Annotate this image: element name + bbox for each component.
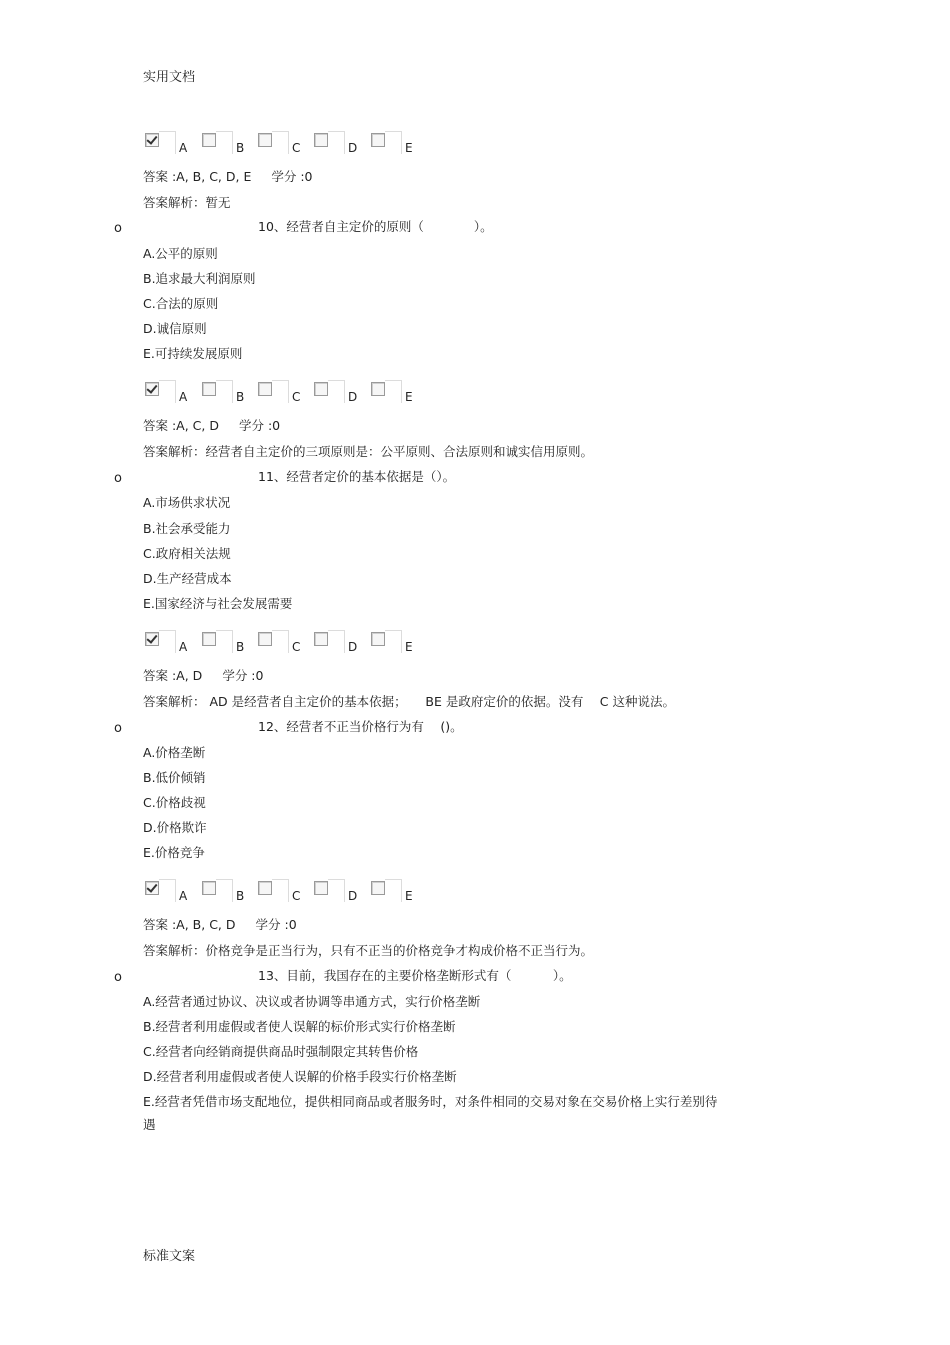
checkbox-checked-icon[interactable] [145, 133, 159, 147]
question-text: 12、经营者不正当价格行为有 ()。 [258, 719, 463, 734]
checkbox-option-b[interactable] [202, 630, 260, 654]
checkbox-option-e[interactable] [371, 380, 429, 404]
checkbox-option-d[interactable] [314, 630, 372, 654]
option-a: A.市场供求状况 [143, 495, 231, 510]
option-e: E.国家经济与社会发展需要 [143, 596, 293, 611]
option-a: A.公平的原则 [143, 246, 218, 261]
checkbox-label: A [179, 889, 188, 903]
option-b: B.社会承受能力 [143, 521, 231, 536]
option-c: C.价格歧视 [143, 795, 206, 810]
checkbox-label: A [179, 141, 188, 155]
checkbox-label: E [405, 390, 413, 404]
checkbox-label: A [179, 390, 188, 404]
score-value: 学分 :0 [255, 917, 297, 932]
option-d: D.诚信原则 [143, 321, 207, 336]
checkbox-option-a[interactable] [145, 630, 203, 654]
checkbox-frame [272, 630, 289, 653]
list-bullet: o [114, 970, 122, 985]
checkbox-frame [159, 879, 176, 902]
checkbox-option-d[interactable] [314, 879, 372, 903]
checkbox-frame [272, 879, 289, 902]
checkbox-frame [328, 380, 345, 403]
checkbox-empty-icon[interactable] [314, 133, 328, 147]
option-c: C.政府相关法规 [143, 546, 231, 561]
option-c: C.经营者向经销商提供商品时强制限定其转售价格 [143, 1044, 419, 1059]
checkbox-empty-icon[interactable] [202, 133, 216, 147]
checkbox-label: A [179, 640, 188, 654]
checkbox-frame [159, 630, 176, 653]
checkbox-label: C [292, 640, 301, 654]
checkbox-empty-icon[interactable] [202, 382, 216, 396]
checkbox-option-c[interactable] [258, 630, 316, 654]
option-d: D.生产经营成本 [143, 571, 232, 586]
option-b: B.低价倾销 [143, 770, 206, 785]
answer-line [143, 668, 263, 684]
option-d: D.经营者利用虚假或者使人误解的价格手段实行价格垄断 [143, 1069, 457, 1084]
checkbox-empty-icon[interactable] [371, 382, 385, 396]
checkbox-frame [272, 131, 289, 154]
checkbox-frame [216, 131, 233, 154]
checkbox-option-b[interactable] [202, 131, 260, 155]
answer-analysis: 答案解析：经营者自主定价的三项原则是：公平原则、合法原则和诚实信用原则。 [143, 444, 594, 459]
list-bullet: o [114, 721, 122, 736]
checkbox-option-a[interactable] [145, 380, 203, 404]
answer-line [143, 418, 280, 434]
checkbox-empty-icon[interactable] [314, 881, 328, 895]
checkbox-label: C [292, 141, 301, 155]
option-e: E.价格竞争 [143, 845, 205, 860]
checkbox-option-e[interactable] [371, 630, 429, 654]
checkbox-label: C [292, 390, 301, 404]
checkbox-label: D [348, 889, 358, 903]
checkbox-label: B [236, 640, 245, 654]
checkbox-label: B [236, 390, 245, 404]
list-bullet: o [114, 221, 122, 236]
checkbox-empty-icon[interactable] [202, 632, 216, 646]
checkbox-frame [272, 380, 289, 403]
answer-analysis: 答案解析：价格竞争是正当行为，只有不正当的价格竞争才构成价格不正当行为。 [143, 943, 594, 958]
checkbox-label: D [348, 141, 358, 155]
answer-value: 答案 :A, B, C, D [143, 917, 236, 932]
checkbox-option-d[interactable] [314, 380, 372, 404]
checkbox-frame [159, 380, 176, 403]
option-a: A.价格垄断 [143, 745, 206, 760]
checkbox-empty-icon[interactable] [202, 881, 216, 895]
option-b: B.追求最大利润原则 [143, 271, 256, 286]
checkbox-frame [216, 879, 233, 902]
checkbox-frame [385, 131, 402, 154]
checkbox-option-a[interactable] [145, 131, 203, 155]
page-header: 实用文档 [143, 70, 196, 85]
checkbox-option-b[interactable] [202, 879, 260, 903]
option-a: A.经营者通过协议、决议或者协调等串通方式，实行价格垄断 [143, 994, 481, 1009]
checkbox-option-c[interactable] [258, 879, 316, 903]
score-value: 学分 :0 [271, 169, 313, 184]
checkbox-checked-icon[interactable] [145, 881, 159, 895]
checkbox-label: D [348, 390, 358, 404]
checkbox-option-e[interactable] [371, 131, 429, 155]
checkbox-frame [385, 380, 402, 403]
checkbox-frame [216, 630, 233, 653]
score-value: 学分 :0 [238, 418, 281, 433]
answer-value: 答案 :A, B, C, D, E [143, 169, 252, 184]
answer-line [143, 169, 313, 185]
checkbox-option-d[interactable] [314, 131, 372, 155]
option-e: E.可持续发展原则 [143, 346, 243, 361]
question-text: 13、目前，我国存在的主要价格垄断形式有（ ）。 [258, 968, 572, 983]
list-bullet: o [114, 471, 122, 486]
checkbox-empty-icon[interactable] [258, 632, 272, 646]
checkbox-option-c[interactable] [258, 380, 316, 404]
checkbox-frame [328, 131, 345, 154]
checkbox-option-b[interactable] [202, 380, 260, 404]
checkbox-label: C [292, 889, 301, 903]
question-text: 10、经营者自主定价的原则（ ）。 [258, 219, 493, 234]
checkbox-empty-icon[interactable] [371, 632, 385, 646]
checkbox-label: E [405, 889, 413, 903]
option-e: E.经营者凭借市场支配地位，提供相同商品或者服务时，对条件相同的交易对象在交易价格上实行差别待 [143, 1094, 718, 1109]
answer-analysis: 答案解析：暂无 [143, 195, 231, 210]
checkbox-empty-icon[interactable] [258, 881, 272, 895]
checkbox-empty-icon[interactable] [258, 133, 272, 147]
checkbox-option-e[interactable] [371, 879, 429, 903]
question-text: 11、经营者定价的基本依据是（）。 [258, 469, 456, 484]
checkbox-checked-icon[interactable] [145, 382, 159, 396]
checkbox-option-c[interactable] [258, 131, 316, 155]
checkbox-label: B [236, 889, 245, 903]
checkbox-frame [385, 630, 402, 653]
checkbox-frame [216, 380, 233, 403]
checkbox-frame [328, 879, 345, 902]
checkbox-empty-icon[interactable] [371, 133, 385, 147]
checkbox-label: D [348, 640, 358, 654]
checkbox-empty-icon[interactable] [314, 632, 328, 646]
checkbox-frame [385, 879, 402, 902]
page-footer: 标准文案 [143, 1249, 196, 1264]
checkbox-option-a[interactable] [145, 879, 203, 903]
answer-analysis: 答案解析： AD 是经营者自主定价的基本依据； BE 是政府定价的依据。没有 C 这种说法。 [143, 694, 675, 709]
checkbox-frame [328, 630, 345, 653]
answer-value: 答案 :A, C, D [143, 418, 219, 433]
checkbox-frame [159, 131, 176, 154]
score-value: 学分 :0 [222, 668, 264, 683]
checkbox-empty-icon[interactable] [258, 382, 272, 396]
option-e-continued: 遇 [143, 1117, 156, 1132]
checkbox-label: B [236, 141, 245, 155]
option-d: D.价格欺诈 [143, 820, 207, 835]
answer-line [143, 917, 297, 933]
option-c: C.合法的原则 [143, 296, 219, 311]
checkbox-label: E [405, 640, 413, 654]
checkbox-checked-icon[interactable] [145, 632, 159, 646]
answer-value: 答案 :A, D [143, 668, 203, 683]
option-b: B.经营者利用虚假或者使人误解的标价形式实行价格垄断 [143, 1019, 456, 1034]
checkbox-empty-icon[interactable] [314, 382, 328, 396]
checkbox-empty-icon[interactable] [371, 881, 385, 895]
checkbox-label: E [405, 141, 413, 155]
